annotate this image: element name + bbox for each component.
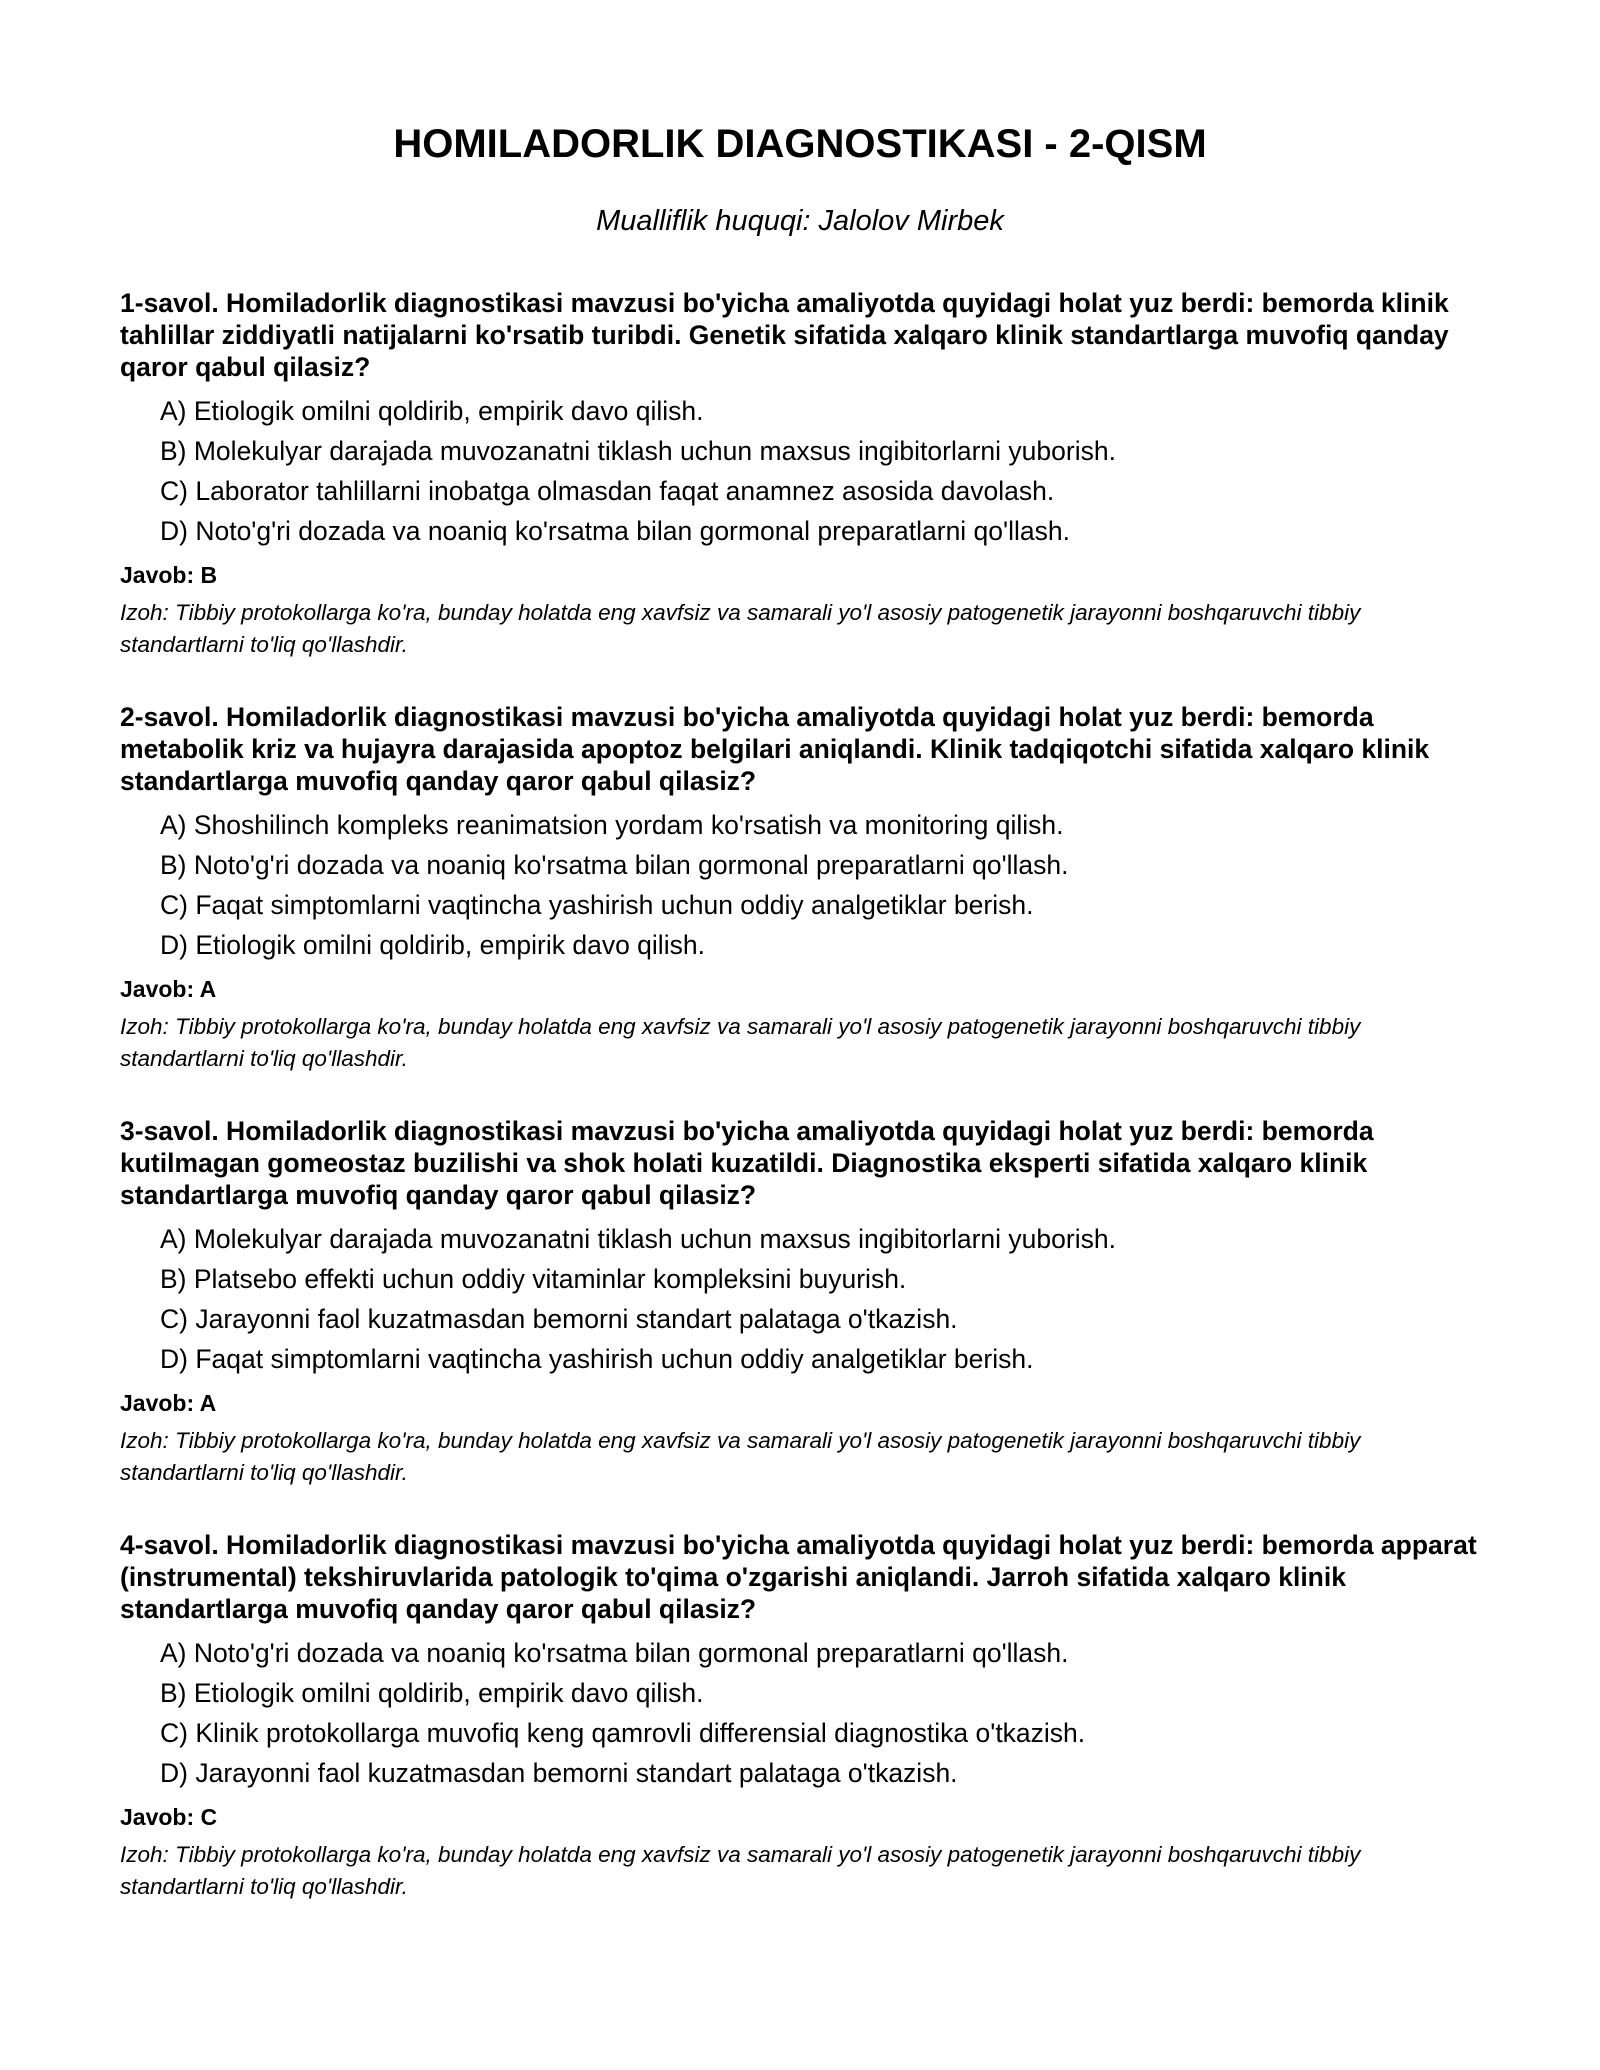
question-2 <box>120 701 1480 1075</box>
question-4 <box>120 1529 1480 1903</box>
option-a: A) Noto'g'ri dozada va noaniq ko'rsatma bilan gormonal preparatlarni qo'llash. <box>160 1638 1069 1668</box>
question-text: 2-savol. Homiladorlik diagnostikasi mavzusi bo'yicha amaliyotda quyidagi holat yuz berdi: bemorda metabolik kriz va hujayra darajasida apoptoz belgilari aniqlandi. Klinik tadqiqotchi sifatida xalqaro klinik standartlarga muvofiq qanday qaror qabul qilasiz? <box>120 702 1430 796</box>
explanation-note: Izoh: Tibbiy protokollarga ko'ra, bunday holatda eng xavfsiz va samarali yo'l asosiy patogenetik jarayonni boshqaruvchi tibbiy standartlarni to'liq qo'llashdir. <box>120 1428 1361 1485</box>
option-list <box>120 1219 1480 1379</box>
document-title: HOMILADORLIK DIAGNOSTIKASI - 2-QISM <box>393 122 1207 166</box>
option-d: D) Faqat simptomlarni vaqtincha yashirish uchun oddiy analgetiklar berish. <box>160 1344 1034 1374</box>
option-list <box>120 1633 1480 1793</box>
answer-line: Javob: A <box>120 976 217 1002</box>
question-3 <box>120 1115 1480 1489</box>
option-c: C) Klinik protokollarga muvofiq keng qamrovli differensial diagnostika o'tkazish. <box>160 1718 1086 1748</box>
question-text: 3-savol. Homiladorlik diagnostikasi mavzusi bo'yicha amaliyotda quyidagi holat yuz berdi: bemorda kutilmagan gomeostaz buzilishi va shok holati kuzatildi. Diagnostika eksperti sifatida xalqaro klinik standartlarga muvofiq qanday qaror qabul qilasiz? <box>120 1116 1374 1210</box>
option-a: A) Etiologik omilni qoldirib, empirik davo qilish. <box>160 396 704 426</box>
answer-line: Javob: B <box>120 562 218 588</box>
explanation-note: Izoh: Tibbiy protokollarga ko'ra, bunday holatda eng xavfsiz va samarali yo'l asosiy patogenetik jarayonni boshqaruvchi tibbiy standartlarni to'liq qo'llashdir. <box>120 1842 1361 1899</box>
option-b: B) Platsebo effekti uchun oddiy vitaminlar kompleksini buyurish. <box>160 1264 907 1294</box>
option-a: A) Shoshilinch kompleks reanimatsion yordam ko'rsatish va monitoring qilish. <box>160 810 1064 840</box>
option-list <box>120 805 1480 965</box>
option-c: C) Faqat simptomlarni vaqtincha yashirish uchun oddiy analgetiklar berish. <box>160 890 1034 920</box>
answer-line: Javob: A <box>120 1390 217 1416</box>
option-d: D) Noto'g'ri dozada va noaniq ko'rsatma bilan gormonal preparatlarni qo'llash. <box>160 516 1070 546</box>
question-1 <box>120 287 1480 661</box>
option-list <box>120 391 1480 551</box>
option-d: D) Jarayonni faol kuzatmasdan bemorni standart palataga o'tkazish. <box>160 1758 958 1788</box>
option-b: B) Noto'g'ri dozada va noaniq ko'rsatma bilan gormonal preparatlarni qo'llash. <box>160 850 1069 880</box>
question-text: 4-savol. Homiladorlik diagnostikasi mavzusi bo'yicha amaliyotda quyidagi holat yuz berdi: bemorda apparat (instrumental) tekshiruvlarida patologik to'qima o'zgarishi aniqlandi. Jarroh sifatida xalqaro klinik standartlarga muvofiq qanday qaror qabul qilasiz? <box>120 1530 1477 1624</box>
option-c: C) Jarayonni faol kuzatmasdan bemorni standart palataga o'tkazish. <box>160 1304 958 1334</box>
option-d: D) Etiologik omilni qoldirib, empirik davo qilish. <box>160 930 705 960</box>
option-b: B) Etiologik omilni qoldirib, empirik davo qilish. <box>160 1678 704 1708</box>
author-line: Mualliflik huquqi: Jalolov Mirbek <box>596 205 1004 237</box>
option-a: A) Molekulyar darajada muvozanatni tiklash uchun maxsus ingibitorlarni yuborish. <box>160 1224 1116 1254</box>
explanation-note: Izoh: Tibbiy protokollarga ko'ra, bunday holatda eng xavfsiz va samarali yo'l asosiy patogenetik jarayonni boshqaruvchi tibbiy standartlarni to'liq qo'llashdir. <box>120 600 1361 657</box>
question-list <box>120 287 1480 1943</box>
explanation-note: Izoh: Tibbiy protokollarga ko'ra, bunday holatda eng xavfsiz va samarali yo'l asosiy patogenetik jarayonni boshqaruvchi tibbiy standartlarni to'liq qo'llashdir. <box>120 1014 1361 1071</box>
option-b: B) Molekulyar darajada muvozanatni tiklash uchun maxsus ingibitorlarni yuborish. <box>160 436 1116 466</box>
question-text: 1-savol. Homiladorlik diagnostikasi mavzusi bo'yicha amaliyotda quyidagi holat yuz berdi: bemorda klinik tahlillar ziddiyatli natijalarni ko'rsatib turibdi. Genetik sifatida xalqaro klinik standartlarga muvofiq qanday qaror qabul qilasiz? <box>120 288 1449 382</box>
answer-line: Javob: C <box>120 1804 218 1830</box>
option-c: C) Laborator tahlillarni inobatga olmasdan faqat anamnez asosida davolash. <box>160 476 1055 506</box>
